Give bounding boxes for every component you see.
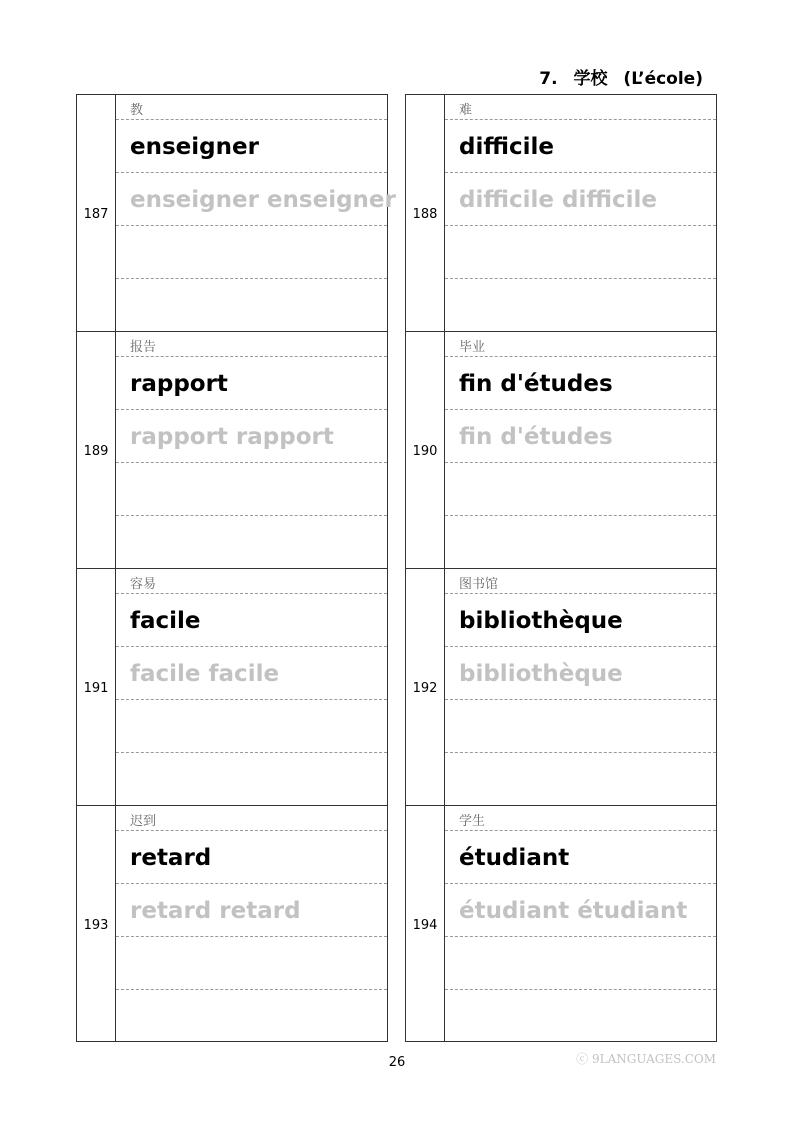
card-number: 190 (412, 444, 438, 459)
chinese-word: 教 (130, 103, 144, 118)
card-number: 191 (83, 681, 109, 696)
tracing-text: bibliothèque (459, 661, 623, 687)
chinese-word: 学生 (459, 814, 486, 829)
practice-line[interactable] (116, 516, 387, 569)
practice-line[interactable] (445, 226, 716, 279)
chapter-title-french: (L’école) (623, 69, 703, 89)
tracing-text: enseigner enseigner (130, 187, 396, 213)
practice-line[interactable] (445, 279, 716, 332)
card-number: 188 (412, 207, 438, 222)
tracing-text: rapport rapport (130, 424, 334, 450)
french-word: étudiant (459, 845, 570, 871)
practice-line[interactable] (116, 226, 387, 279)
vocab-card (405, 331, 717, 568)
tracing-text: fin d'études (459, 424, 613, 450)
card-number: 194 (412, 918, 438, 933)
vocab-card (405, 805, 717, 1042)
practice-line[interactable] (445, 990, 716, 1043)
chinese-word: 迟到 (130, 814, 157, 829)
chinese-word: 报告 (130, 340, 157, 355)
vocab-card (76, 568, 388, 805)
vocab-card (76, 805, 388, 1042)
page-number: 26 (388, 1055, 406, 1070)
french-word: retard (130, 845, 212, 871)
copyright-notice: ⓒ 9LANGUAGES.COM (576, 1052, 716, 1066)
chinese-word: 图书馆 (459, 577, 499, 592)
vocab-card (405, 94, 717, 331)
card-number: 192 (412, 681, 438, 696)
practice-line[interactable] (116, 990, 387, 1043)
card-number: 189 (83, 444, 109, 459)
french-word: fin d'études (459, 371, 613, 397)
tracing-text: difficile difficile (459, 187, 658, 213)
practice-line[interactable] (116, 937, 387, 990)
vocab-card (76, 331, 388, 568)
french-word: rapport (130, 371, 228, 397)
french-word: enseigner (130, 134, 259, 160)
practice-line[interactable] (445, 753, 716, 806)
practice-line[interactable] (116, 753, 387, 806)
chinese-word: 容易 (130, 577, 157, 592)
card-number: 187 (83, 207, 109, 222)
chinese-word: 毕业 (459, 340, 486, 355)
vocab-card (76, 94, 396, 331)
card-number: 193 (83, 918, 109, 933)
tracing-text: étudiant étudiant (459, 898, 688, 924)
french-word: difficile (459, 134, 554, 160)
french-word: bibliothèque (459, 608, 623, 634)
chapter-header (539, 64, 703, 89)
practice-line[interactable] (116, 700, 387, 753)
practice-line[interactable] (445, 700, 716, 753)
chinese-word: 难 (459, 103, 473, 118)
practice-line[interactable] (445, 937, 716, 990)
practice-line[interactable] (445, 516, 716, 569)
chapter-title-chinese: 学校 (573, 69, 608, 89)
french-word: facile (130, 608, 201, 634)
vocab-card (405, 568, 717, 805)
practice-line[interactable] (445, 463, 716, 516)
tracing-text: facile facile (130, 661, 280, 687)
practice-line[interactable] (116, 279, 387, 332)
tracing-text: retard retard (130, 898, 301, 924)
practice-line[interactable] (116, 463, 387, 516)
chapter-number: 7. (539, 69, 558, 89)
